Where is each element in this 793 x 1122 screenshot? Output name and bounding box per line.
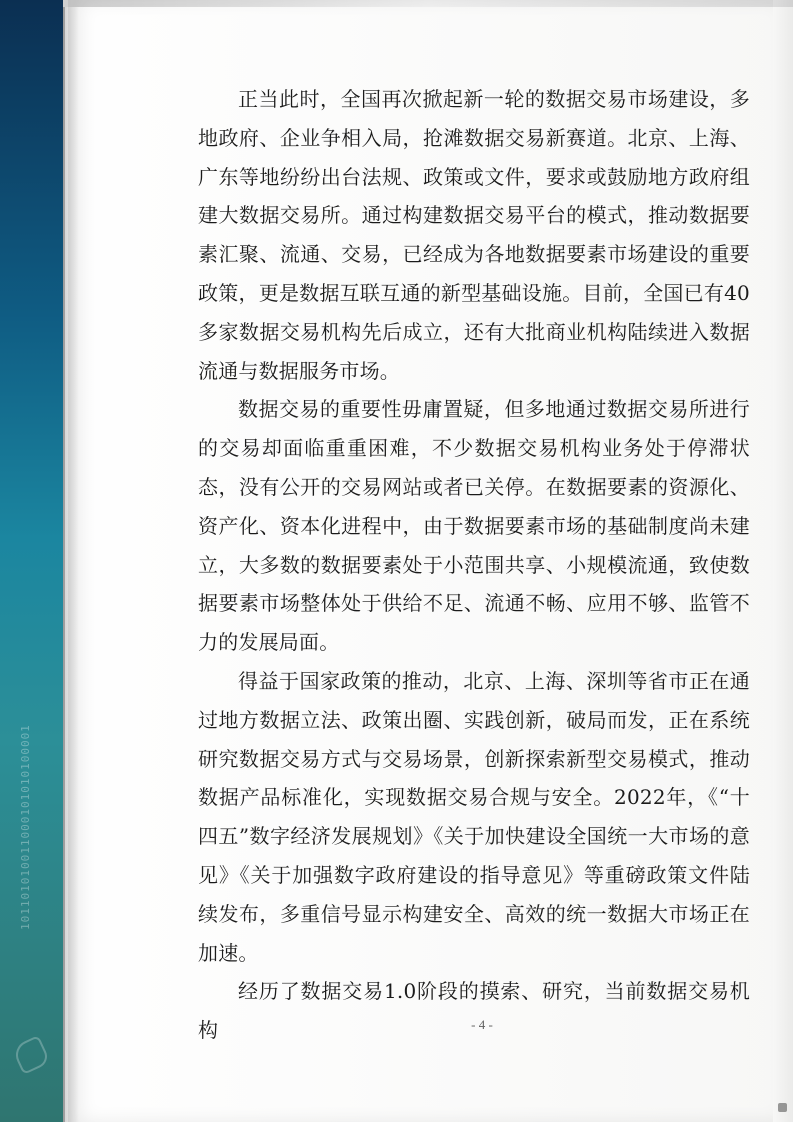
page-number: - 4 - — [471, 1017, 493, 1032]
paragraph-2: 数据交易的重要性毋庸置疑，但多地通过数据交易所进行的交易却面临重重困难，不少数据交易机构业务处于停滞状态，没有公开的交易网站或者已关停。在数据要素的资源化、资产化、资本化进程中，由于数据要素市场的基础制度尚未建立，大多数的数据要素处于小范围共享、小规模流通，致使数据要素市场整体处于供给不足、流通不畅、应用不够、监管不力的发展局面。 — [198, 397, 750, 655]
paragraph-4: 经历了数据交易1.0阶段的摸索、研究，当前数据交易机构 — [198, 979, 750, 1043]
book-spine — [0, 0, 63, 1122]
scan-speck — [778, 1103, 787, 1112]
spine-mark-icon — [11, 1035, 51, 1075]
spine-printed-code: 101101010011000101010100001 — [19, 724, 32, 930]
scan-top-edge — [63, 0, 793, 7]
page-right-edge — [773, 0, 793, 1122]
paragraph-3: 得益于国家政策的推动，北京、上海、深圳等省市正在通过地方数据立法、政策出圈、实践创新，破局而发，正在系统研究数据交易方式与交易场景，创新探索新型交易模式，推动数据产品标准化，实现数据交易合规与安全。2022年，《“十四五”数字经济发展规划》《关于加快建设全国统一大市场的意见》《关于加强数字政府建设的指导意见》等重磅政策文件陆续发布，多重信号显示构建安全、高效的统一数据大市场正在加速。 — [198, 668, 750, 965]
document-body — [198, 80, 750, 1050]
paragraph-1: 正当此时，全国再次掀起新一轮的数据交易市场建设，多地政府、企业争相入局，抢滩数据交易新赛道。北京、上海、广东等地纷纷出台法规、政策或文件，要求或鼓励地方政府组建大数据交易所。通过构建数据交易平台的模式，推动数据要素汇聚、流通、交易，已经成为各地数据要素市场建设的重要政策，更是数据互联互通的新型基础设施。目前，全国已有40多家数据交易机构先后成立，还有大批商业机构陆续进入数据流通与数据服务市场。 — [198, 87, 750, 383]
